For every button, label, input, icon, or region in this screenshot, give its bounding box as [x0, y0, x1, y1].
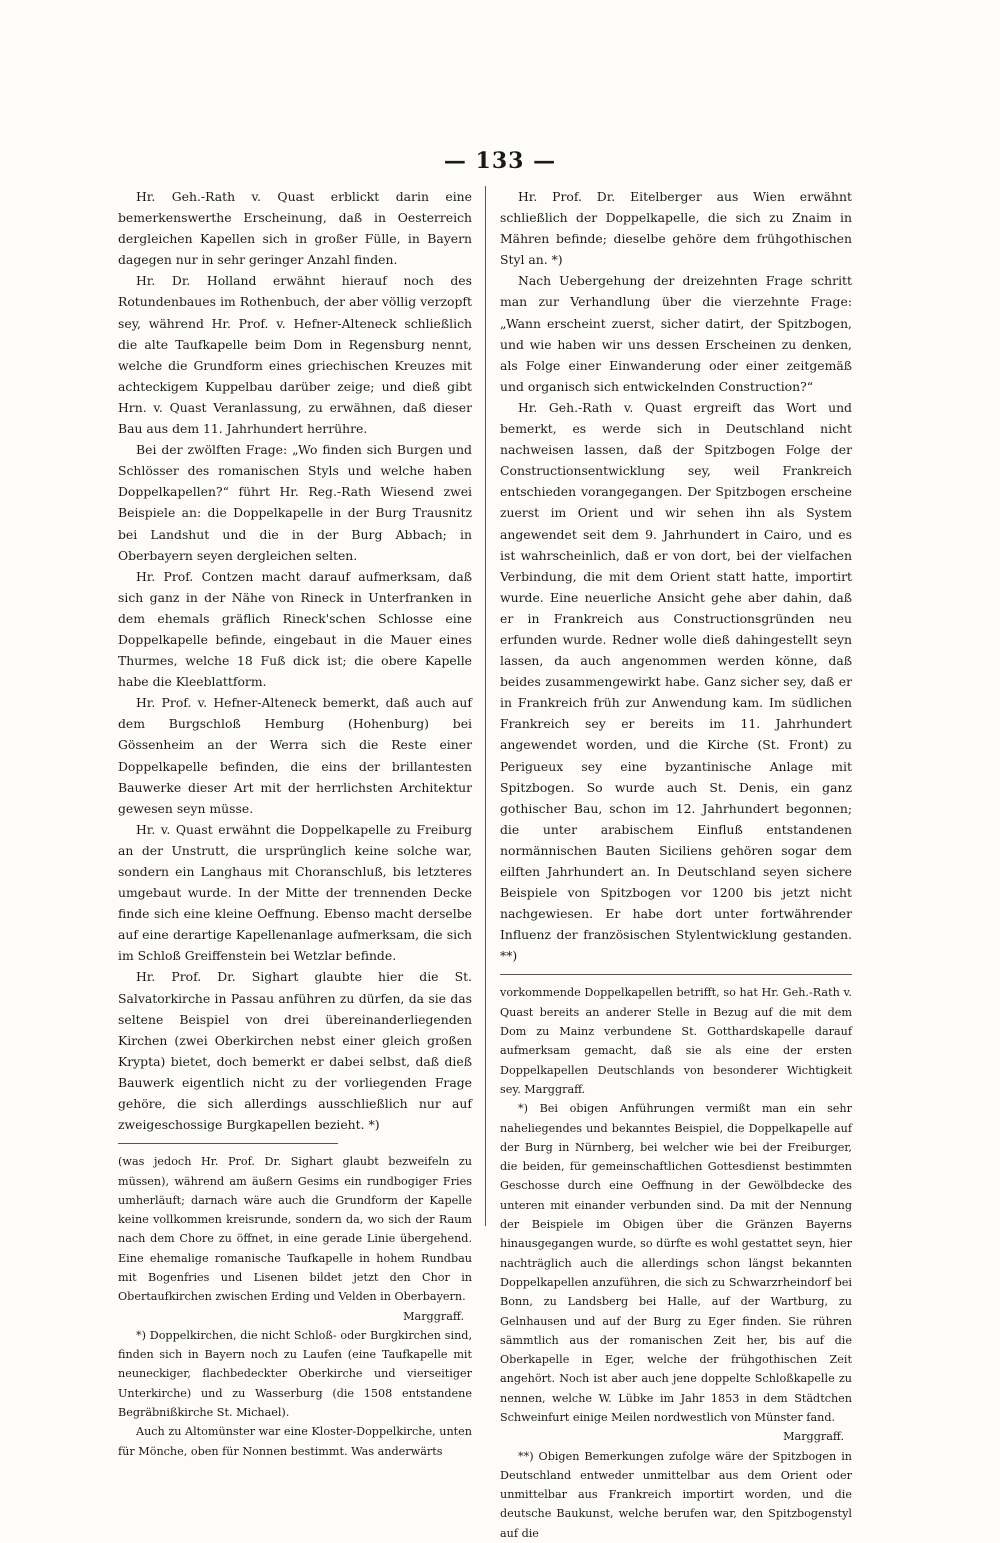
footnotes-left — [118, 1152, 472, 1461]
footnote-continuation: (was jedoch Hr. Prof. Dr. Sighart glaubt bezweifeln zu müssen), während am äußern Gesims ein rundbogiger Fries umherläuft; darnach wäre auch die Grundform der Kapelle keine vollkommen kreisrunde, sondern da, wo sich der Raum nach dem Chore zu öffnet, in eine gerade Linie übergehend. Eine ehemalige romanische Taufkapelle in hohem Rundbau mit Bogenfries und Lisenen bildet jetzt den Chor in Obertaufkirchen zwischen Erding und Velden in Oberbayern. — [118, 1155, 472, 1304]
column-divider — [485, 186, 486, 1226]
paragraph: Hr. Prof. Dr. Eitelberger aus Wien erwähnt schließlich der Doppelkapelle, die sich zu Znaim in Mähren befinde; dieselbe gehöre dem frühgothischen Styl an. *) — [500, 189, 852, 268]
paragraph: Hr. v. Quast erwähnt die Doppelkapelle zu Freiburg an der Unstrutt, die ursprünglich keine solche war, sondern ein Langhaus mit Choranschluß, bis letzteres umgebaut wurde. In der Mitte der trennenden Decke finde sich eine kleine Oeffnung. Ebenso macht derselbe auf eine derartige Kapellenanlage aufmerksam, die sich im Schloß Greiffenstein bei Wetzlar befinde. — [118, 821, 472, 964]
footnotes-right — [500, 983, 852, 1543]
paragraph: Hr. Prof. v. Hefner-Alteneck bemerkt, daß auch auf dem Burgschloß Hemburg (Hohenburg) bei Gössenheim an der Werra sich die Reste einer Doppelkapelle befinden, die eins der brillantesten Bauwerke dieser Art mit der herrlichsten Architektur gewesen seyn müsse. — [118, 695, 472, 816]
page-number: — 133 — — [443, 148, 557, 174]
footnote: **) Obigen Bemerkungen zufolge wäre der Spitzbogen in Deutschland entweder unmittelbar aus dem Orient oder unmittelbar aus Frankreich importirt worden, und die deutsche Baukunst, welche berufen war, den Spitzbogenstyl auf die — [500, 1449, 852, 1540]
right-column — [500, 186, 852, 1543]
paragraph: Bei der zwölften Frage: „Wo finden sich Burgen und Schlösser des romanischen Styls und welche haben Doppelkapellen?“ führt Hr. Reg.-Rath Wiesend zwei Beispiele an: die Doppelkapelle in der Burg Trausnitz bei Landshut und die in der Burg Abbach; in Oberbayern seyen dergleichen selten. — [118, 442, 472, 563]
footnote-continuation: vorkommende Doppelkapellen betrifft, so hat Hr. Geh.-Rath v. Quast bereits an anderer Stelle in Bezug auf die mit dem Dom zu Mainz verbundene St. Gotthardskapelle darauf aufmerksam gemacht, daß sie als eine der ersten Doppelkapellen Deutschlands von besonderer Wichtigkeit sey. Marggraff. — [500, 986, 852, 1096]
footnote: *) Doppelkirchen, die nicht Schloß- oder Burgkirchen sind, finden sich in Bayern noch zu Laufen (eine Taufkapelle mit neuneckiger, flachbedeckter Oberkirche und vierseitiger Unterkirche) und zu Wasserburg (die 1508 entstandene Begräbnißkirche St. Michael). — [118, 1328, 472, 1420]
paragraph: Nach Uebergehung der dreizehnten Frage schritt man zur Verhandlung über die vierzehnte Frage: „Wann erscheint zuerst, sicher datirt, der Spitzbogen, und wie haben wir uns dessen Erscheinen zu denken, als Folge einer Einwanderung oder einer zeitgemäß und organisch sich entwickelnden Construction?“ — [500, 273, 852, 394]
left-column — [118, 186, 472, 1461]
footnote: Auch zu Altomünster war eine Kloster-Doppelkirche, unten für Mönche, oben für Nonnen bestimmt. Was anderwärts — [118, 1425, 472, 1458]
footnote-signature: Marggraff. — [783, 1430, 844, 1444]
paragraph: Hr. Dr. Holland erwähnt hierauf noch des Rotundenbaues im Rothenbuch, der aber völlig verzopft sey, während Hr. Prof. v. Hefner-Alteneck schließlich die alte Taufkapelle beim Dom in Regensburg nennt, welche die Grundform eines griechischen Kreuzes mit achteckigem Kuppelbau darüber zeige; und dieß gibt Hrn. v. Quast Veranlassung, zu erwähnen, daß dieser Bau aus dem 11. Jahrhundert herrühre. — [118, 273, 472, 437]
paragraph: Hr. Prof. Dr. Sighart glaubte hier die St. Salvatorkirche in Passau anführen zu dürfen, da sie das seltene Beispiel von drei übereinanderliegenden Kirchen (zwei Oberkirchen nebst einer gleich großen Krypta) bietet, doch bemerkt er dabei selbst, daß dieß Bauwerk eigentlich nicht zu der vorliegenden Frage gehöre, die sich allerdings ausschließlich nur auf zweigeschossige Burgkapellen bezieht. *) — [118, 969, 472, 1133]
paragraph: Hr. Geh.-Rath v. Quast ergreift das Wort und bemerkt, es werde sich in Deutschland nicht nachweisen lassen, daß der Spitzbogen Folge der Constructionsentwicklung sey, weil Frankreich entschieden vorangegangen. Der Spitzbogen erscheine zuerst im Orient und wir sehen ihn als System angewendet seit dem 9. Jahrhundert in Cairo, und es ist wahrscheinlich, daß er von dort, bei der vielfachen Verbindung, die mit dem Orient statt hatte, importirt wurde. Eine neuerliche Ansicht gehe aber dahin, daß er in Frankreich aus Constructionsgründen neu erfunden wurde. Redner wolle dieß dahingestellt seyn lassen, da auch angenommen werden könne, daß beides zusammengewirkt habe. Ganz sicher sey, daß er in Frankreich früh zur Anwendung kam. Im südlichen Frankreich sey er bereits im 11. Jahrhundert angewendet worden, und die Kirche (St. Front) zu Perigueux sey eine byzantinische Anlage mit Spitzbogen. So wurde auch St. Denis, ein ganz gothischer Bau, schon im 12. Jahrhundert begonnen; die unter arabischem Einfluß entstandenen normännischen Bauten Siciliens gehören sogar dem eilften Jahrhundert an. In Deutschland seyen sichere Beispiele von Spitzbogen vor 1200 bis jetzt nicht nachgewiesen. Er habe dort unter fortwährender Influenz der französischen Stylentwicklung gestanden. **) — [500, 399, 852, 964]
footnote-signature: Marggraff. — [403, 1309, 464, 1323]
footnote: *) Bei obigen Anführungen vermißt man ein sehr naheliegendes und bekanntes Beispiel, die Doppelkapelle auf der Burg in Nürnberg, bei welcher wie bei der Freiburger, die beiden, für gemeinschaftlichen Gottesdienst bestimmten Geschosse durch eine Oeffnung in der Gewölbdecke des unteren mit einander verbunden sind. Da mit der Nennung der Beispiele im Obigen über die Gränzen Bayerns hinausgegangen wurde, so dürfte es wohl gestattet seyn, hier nachträglich auch die allerdings schon längst bekannten Doppelkapellen anzuführen, die sich zu Schwarzrheindorf bei Bonn, zu Landsberg bei Halle, auf der Wartburg, zu Gelnhausen und auf der Burg zu Eger finden. Sie rühren sämmtlich aus der romanischen Zeit her, bis auf die Oberkapelle in Eger, welche der frühgothischen Zeit angehört. Noch ist aber auch jene doppelte Schloßkapelle zu nennen, welche W. Lübke im Jahr 1853 in dem Städtchen Schweinfurt einige Meilen nordwestlich von Münster fand. — [500, 1102, 852, 1424]
paragraph: Hr. Prof. Contzen macht darauf aufmerksam, daß sich ganz in der Nähe von Rineck in Unterfranken in dem ehemals gräflich Rineck'schen Schlosse eine Doppelkapelle befinde, eingebaut in die Mauer eines Thurmes, welche 18 Fuß dick ist; die obere Kapelle habe die Kleeblattform. — [118, 568, 472, 690]
footnote-separator — [118, 1143, 338, 1144]
footnote-separator — [500, 974, 852, 975]
paragraph: Hr. Geh.-Rath v. Quast erblickt darin eine bemerkenswerthe Erscheinung, daß in Oesterreich dergleichen Kapellen sich in großer Fülle, in Bayern dagegen nur in sehr geringer Anzahl finden. — [118, 189, 472, 268]
